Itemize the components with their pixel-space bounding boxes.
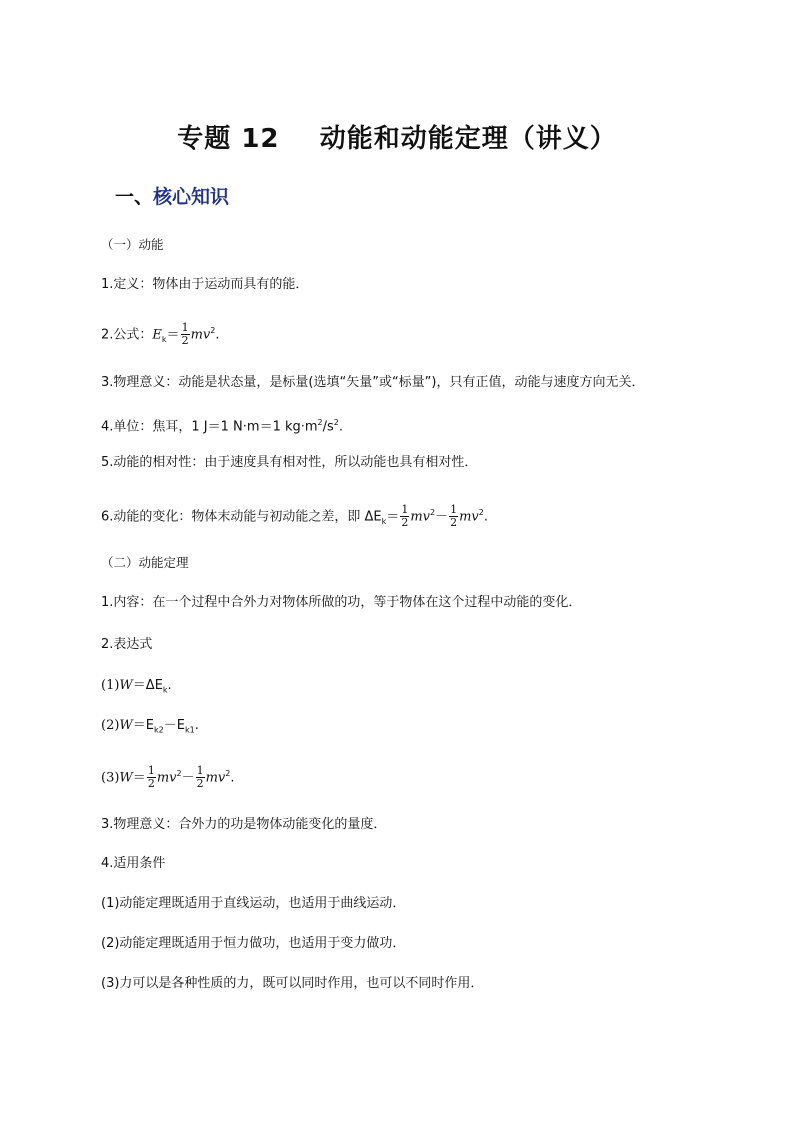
condition-3: (3)力可以是各种性质的力，既可以同时作用，也可以不同时作用． [101,976,484,991]
section-prefix: 一、 [115,186,154,208]
definition-line: 1.定义：物体由于运动而具有的能． [101,277,309,292]
subsection-heading-theorem: （二）动能定理 [101,555,189,570]
expression-1: $(1)W=\Delta E_k$. [101,678,172,695]
expression-heading: 2.表达式 [101,637,153,652]
fraction-half: $\frac{1}{2}$ [147,764,155,791]
relativity-line: 5.动能的相对性：由于速度具有相对性，所以动能也具有相对性． [101,455,478,470]
physical-meaning-line: 3.物理意义：动能是状态量，是标量(选填“矢量”或“标量”)，只有正值，动能与速度方向无关． [101,375,645,390]
expression-2: $(2)W=E_{k2}-E_{k1}$. [101,718,199,735]
condition-1: (1)动能定理既适用于直线运动，也适用于曲线运动． [101,896,406,911]
subsection-heading-kinetic-energy: （一）动能 [101,237,164,252]
unit-line: 4.单位：焦耳，1 J＝1 N·m＝1 $kg\cdot m^2/s^2$. [101,418,344,435]
physical-meaning-theorem-line: 3.物理意义：合外力的功是物体动能变化的量度． [101,817,387,832]
formula-line: 2.公式：$E_k=$ $\frac{1}{2}$ $mv^2$. [101,321,220,348]
kinetic-energy-change-line: 6.动能的变化：物体末动能与初动能之差，即 $\Delta E_k=$ $\frac{1}{2}$ $mv^2-$ $\frac{1}{2}$ $mv^2$. [101,503,488,530]
condition-2: (2)动能定理既适用于恒力做功，也适用于变力做功． [101,936,406,951]
page-title: 专题 12 动能和动能定理（讲义） [177,124,617,154]
fraction-half: $\frac{1}{2}$ [181,321,189,348]
fraction-half: $\frac{1}{2}$ [450,503,458,530]
conditions-heading: 4.适用条件 [101,856,166,871]
content-line: 1.内容：在一个过程中合外力对物体所做的功，等于物体在这个过程中动能的变化． [101,595,582,610]
fraction-half: $\frac{1}{2}$ [401,503,409,530]
section-label: 核心知识 [153,186,230,208]
section-heading [115,182,229,209]
fraction-half: $\frac{1}{2}$ [196,764,204,791]
expression-3: (3)W＝ $\frac{1}{2}$ $mv^2-$ $\frac{1}{2}$ $mv^2$. [101,764,235,791]
